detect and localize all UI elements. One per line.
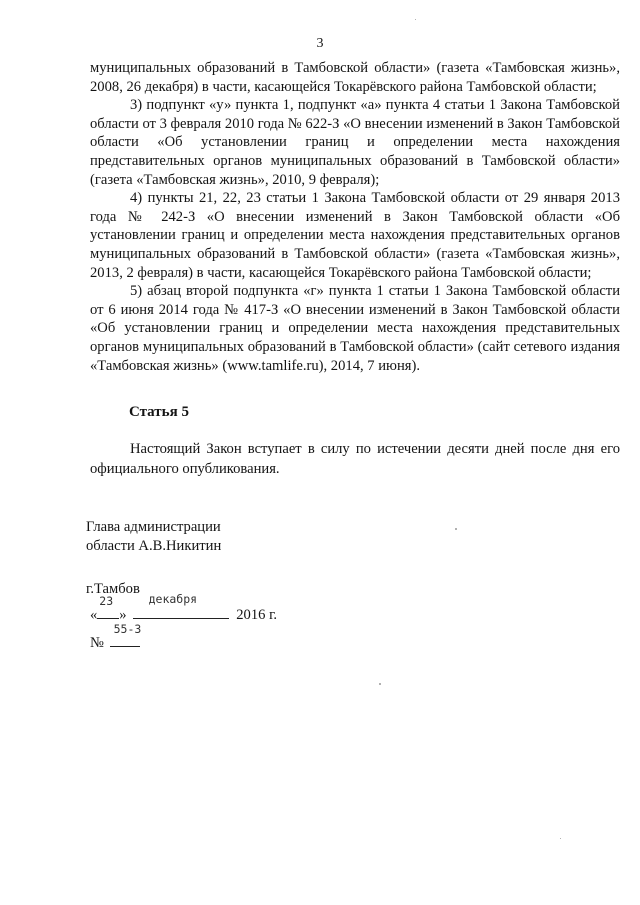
number-sign: № [90, 635, 104, 651]
date-open-quote: « [90, 607, 98, 623]
date-year: 2016 г. [236, 607, 278, 623]
paragraph-item-4: 4) пункты 21, 22, 23 статьи 1 Закона Тамбовской области от 29 января 2013 года № 242-З «О внесении изменений в Закон Тамбовской области «Об установлении границ и определении места нахождения представительных органов муниципальных образований в Тамбовской области» (газета «Тамбовская жизнь», 2013, 2 февраля) в части, касающейся Токарёвского района Тамбовской области; [90, 190, 620, 281]
day-blank [97, 594, 119, 619]
scan-speck [455, 528, 457, 530]
paragraph-continuation: муниципальных образований в Тамбовской области» (газета «Тамбовская жизнь», 2008, 26 декабря) в части, касающейся Токарёвского района Тамбовской области; [90, 60, 620, 95]
article-title: Статья 5 [129, 404, 189, 420]
signing-date [90, 592, 278, 624]
scan-speck [379, 683, 381, 685]
article-text [90, 439, 620, 479]
signature-block [86, 518, 221, 555]
article-paragraph: Настоящий Закон вступает в силу по истечении десяти дней после дня его официального опубликования. [90, 441, 620, 477]
signature-position: Глава администрации [86, 519, 221, 535]
paragraph-item-3: 3) подпункт «у» пункта 1, подпункт «а» пункта 4 статьи 1 Закона Тамбовской области от 3 февраля 2010 года № 622-З «О внесении изменений в Закон Тамбовской области «Об установлении границ и определении места нахождения представительных органов муниципальных образований в Тамбовской области» (газета «Тамбовская жизнь», 2010, 9 февраля); [90, 97, 620, 188]
month-blank [133, 592, 229, 619]
page-number: 3 [316, 36, 324, 51]
handwritten-month: декабря [148, 592, 198, 606]
scan-speck [415, 19, 416, 20]
place-of-signing: г.Тамбов [86, 581, 140, 597]
law-body [90, 59, 620, 375]
handwritten-day: 23 [99, 594, 114, 608]
scan-speck [560, 838, 561, 839]
registration-number [90, 622, 142, 652]
signature-name: области А.В.Никитин [86, 537, 222, 554]
handwritten-number: 55-З [113, 622, 142, 636]
paragraph-item-5: 5) абзац второй подпункта «г» пункта 1 статьи 1 Закона Тамбовской области от 6 июня 2014 года № 417-З «О внесении изменений в Закон Тамбовской области «Об установлении границ и определении места нахождения представительных органов муниципальных образований в Тамбовской области» (сайт сетевого издания «Тамбовская жизнь» (www.tamlife.ru), 2014, 7 июня). [90, 283, 620, 374]
date-close-quote: » [119, 607, 127, 623]
number-blank [110, 622, 142, 647]
